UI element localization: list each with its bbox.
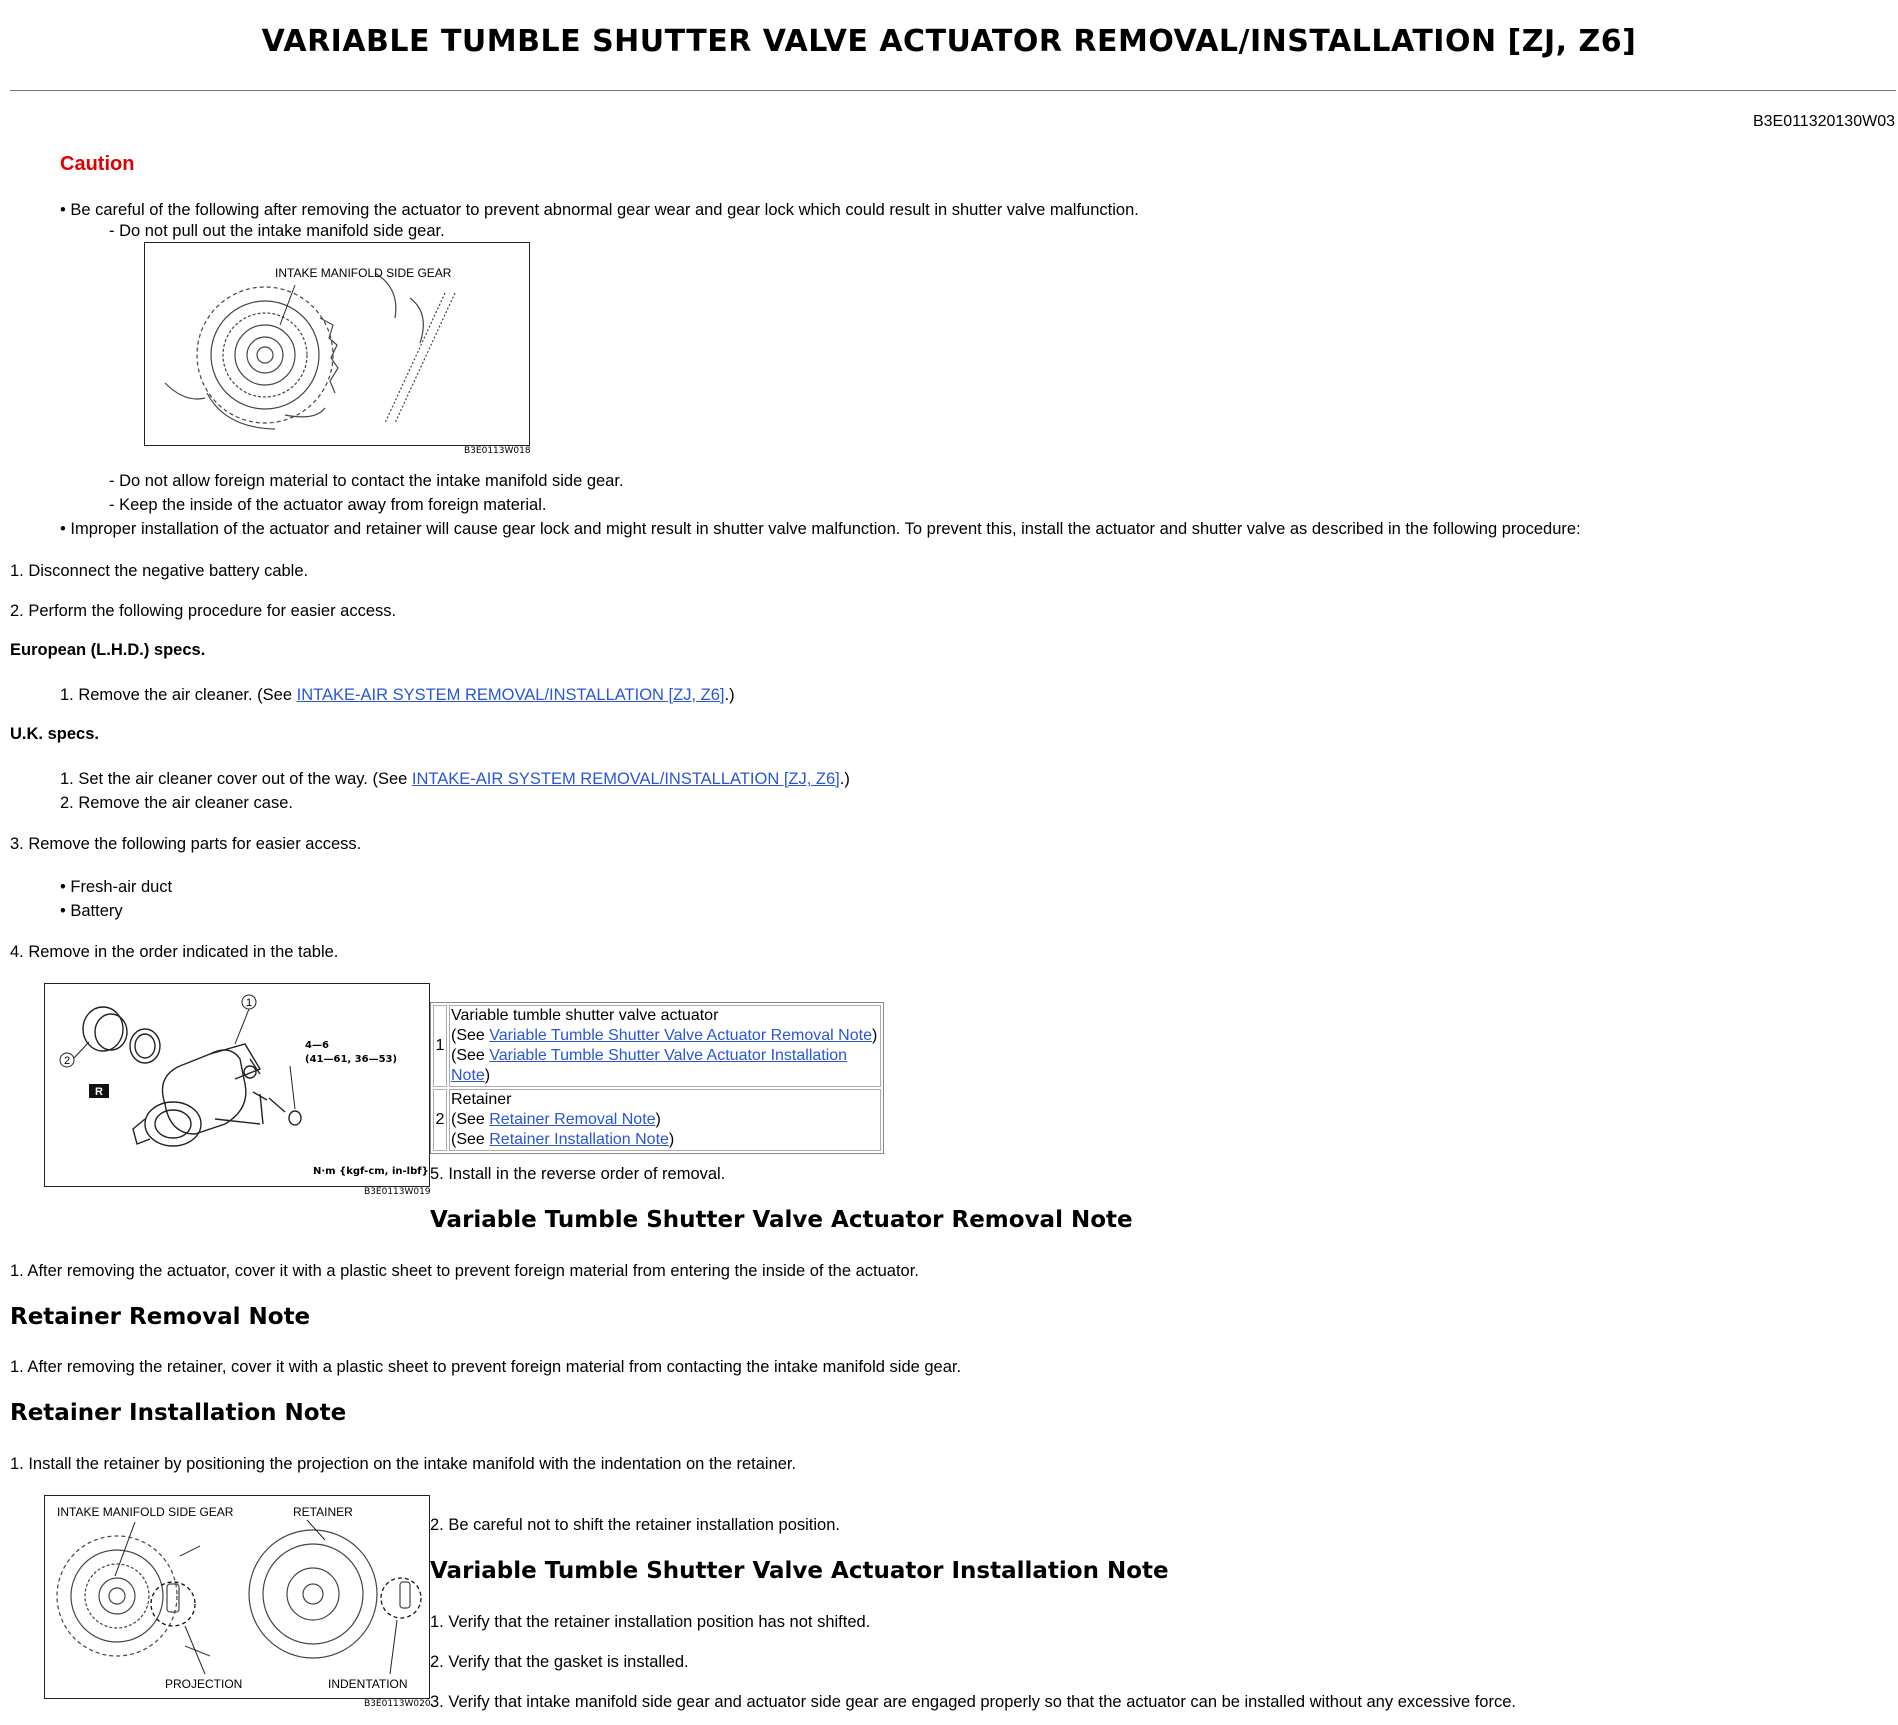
part-cell: Retainer (See Retainer Removal Note) (See Retainer Installation Note)	[449, 1089, 881, 1151]
actuator-installation-step-1: 1. Verify that the retainer installation position has not shifted.	[430, 1613, 871, 1631]
table-row	[433, 1089, 881, 1151]
figure-retainer-alignment	[44, 1495, 430, 1699]
step-4: 4. Remove in the order indicated in the table.	[10, 943, 339, 961]
retainer-removal-note-link[interactable]: Retainer Removal Note	[489, 1111, 656, 1128]
euro-specs-heading: European (L.H.D.) specs.	[10, 641, 206, 659]
part-name: Variable tumble shutter valve actuator	[451, 1007, 719, 1024]
retainer-installation-note-link[interactable]: Retainer Installation Note	[489, 1131, 669, 1148]
retainer-installation-step-2: 2. Be careful not to shift the retainer installation position.	[430, 1516, 840, 1534]
figure3-gear-label: INTAKE MANIFOLD SIDE GEAR	[57, 1505, 234, 1519]
retainer-installation-heading: Retainer Installation Note	[10, 1400, 347, 1426]
figure3-retainer-label: RETAINER	[293, 1505, 353, 1519]
document-id: B3E011320130W03	[1752, 113, 1895, 130]
euro-step-1: 1. Remove the air cleaner. (See INTAKE-AIR SYSTEM REMOVAL/INSTALLATION [ZJ, Z6].)	[60, 686, 735, 704]
caution-bullet-1: • Be careful of the following after removing the actuator to prevent abnormal gear wear and gear lock which could result in shutter valve malfunction.	[60, 201, 1139, 219]
table-row	[433, 1005, 881, 1087]
figure-intake-gear	[144, 242, 530, 446]
part-number: 1	[433, 1005, 447, 1087]
caution-bullet-2: • Improper installation of the actuator and retainer will cause gear lock and might result in shutter valve malfunction. To prevent this, install the actuator and shutter valve as described in the following procedure:	[60, 520, 1581, 538]
page-title: VARIABLE TUMBLE SHUTTER VALVE ACTUATOR REMOVAL/INSTALLATION [ZJ, Z6]	[261, 24, 1637, 59]
actuator-installation-note-link[interactable]: Variable Tumble Shutter Valve Actuator Installation Note	[451, 1047, 848, 1084]
step-5: 5. Install in the reverse order of removal.	[430, 1165, 726, 1183]
figure3-code: B3E0113W020	[364, 1699, 431, 1709]
parts-table	[430, 1002, 884, 1154]
torque-value-alt: (41—61, 36—53)	[305, 1054, 398, 1065]
torque-value: 4—6	[305, 1040, 329, 1051]
caution-sub-1: - Do not pull out the intake manifold side gear.	[109, 222, 445, 240]
torque-unit: N·m {kgf-cm, in-lbf}	[313, 1166, 429, 1177]
title-divider	[10, 90, 1896, 91]
intake-air-system-link[interactable]: INTAKE-AIR SYSTEM REMOVAL/INSTALLATION [ZJ, Z6]	[296, 686, 725, 704]
uk-step-2: 2. Remove the air cleaner case.	[60, 794, 293, 812]
actuator-installation-heading: Variable Tumble Shutter Valve Actuator Installation Note	[430, 1558, 1169, 1584]
step-3: 3. Remove the following parts for easier access.	[10, 835, 362, 853]
retainer-removal-step-1: 1. After removing the retainer, cover it with a plastic sheet to prevent foreign material from contacting the intake manifold side gear.	[10, 1358, 962, 1376]
retainer-illustration	[45, 1496, 429, 1698]
actuator-removal-heading: Variable Tumble Shutter Valve Actuator Removal Note	[430, 1207, 1133, 1233]
figure3-indentation-label: INDENTATION	[328, 1677, 408, 1691]
step-3-bullet-2: • Battery	[60, 902, 123, 920]
step-2: 2. Perform the following procedure for easier access.	[10, 602, 397, 620]
retainer-removal-heading: Retainer Removal Note	[10, 1304, 311, 1330]
figure1-label: INTAKE MANIFOLD SIDE GEAR	[275, 266, 452, 280]
caution-sub-3: - Keep the inside of the actuator away from foreign material.	[109, 496, 547, 514]
callout-1: 1	[246, 997, 253, 1009]
part-cell: Variable tumble shutter valve actuator (See Variable Tumble Shutter Valve Actuator Removal Note) (See Variable Tumble Shutter Valve Actuator Installation Note)	[449, 1005, 881, 1087]
callout-2: 2	[64, 1055, 71, 1067]
figure1-code: B3E0113W018	[464, 446, 531, 456]
caution-heading: Caution	[60, 153, 135, 175]
replace-badge-label: R	[95, 1086, 103, 1098]
caution-sub-2: - Do not allow foreign material to contact the intake manifold side gear.	[109, 472, 624, 490]
figure-actuator-exploded	[44, 983, 430, 1187]
step-3-bullet-1: • Fresh-air duct	[60, 878, 173, 896]
figure3-projection-label: PROJECTION	[165, 1677, 243, 1691]
actuator-installation-step-3: 3. Verify that intake manifold side gear and actuator side gear are engaged properly so that the actuator can be installed without any excessive force.	[430, 1693, 1516, 1711]
part-name: Retainer	[451, 1091, 512, 1108]
actuator-installation-step-2: 2. Verify that the gasket is installed.	[430, 1653, 689, 1671]
part-number: 2	[433, 1089, 447, 1151]
retainer-installation-step-1: 1. Install the retainer by positioning the projection on the intake manifold with the indentation on the retainer.	[10, 1455, 797, 1473]
intake-air-system-link-uk[interactable]: INTAKE-AIR SYSTEM REMOVAL/INSTALLATION [ZJ, Z6]	[411, 770, 840, 788]
figure2-code: B3E0113W019	[364, 1187, 431, 1197]
step-1: 1. Disconnect the negative battery cable.	[10, 562, 309, 580]
actuator-illustration	[45, 984, 429, 1186]
actuator-removal-step-1: 1. After removing the actuator, cover it with a plastic sheet to prevent foreign material from entering the inside of the actuator.	[10, 1262, 919, 1280]
actuator-removal-note-link[interactable]: Variable Tumble Shutter Valve Actuator Removal Note	[489, 1027, 872, 1044]
uk-specs-heading: U.K. specs.	[10, 725, 99, 743]
uk-step-1: 1. Set the air cleaner cover out of the way. (See INTAKE-AIR SYSTEM REMOVAL/INSTALLATION [ZJ, Z6].)	[60, 770, 850, 788]
gear-illustration	[145, 243, 529, 445]
